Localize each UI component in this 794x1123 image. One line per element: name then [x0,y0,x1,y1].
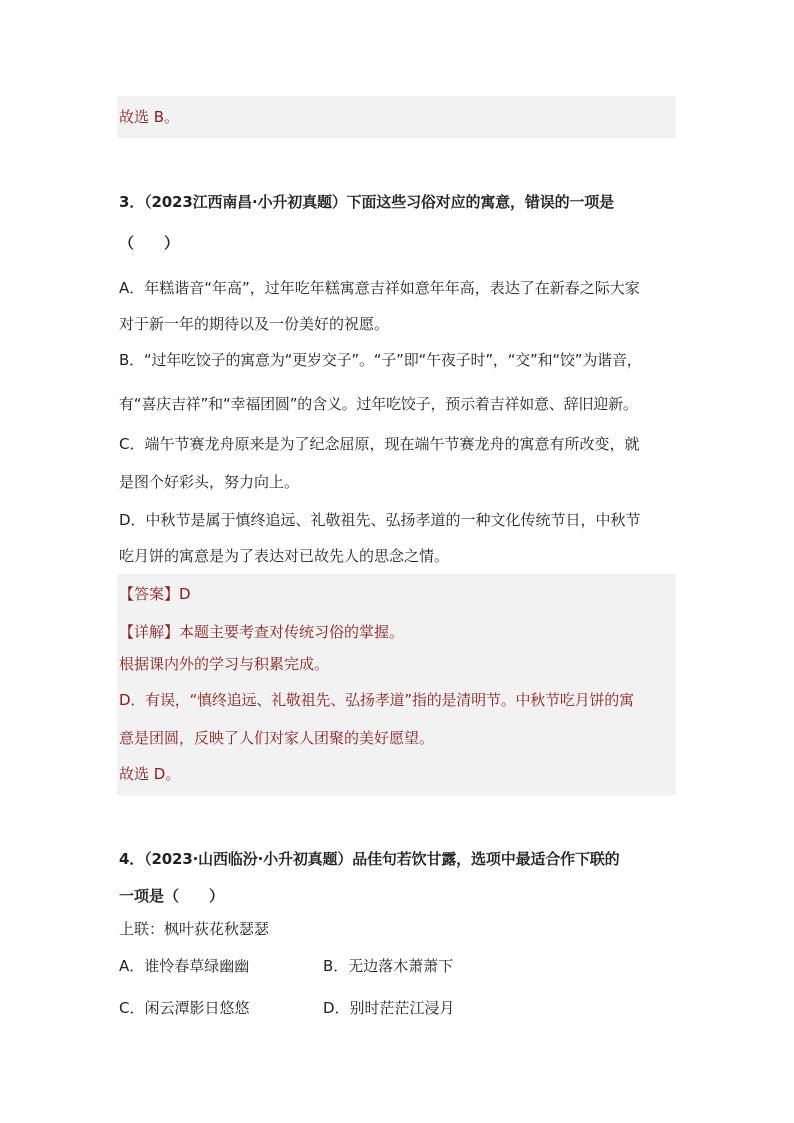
q4-option-c: C．闲云潭影日悠悠 [119,999,250,1017]
q4-stem-line1: 4．（2023·山西临汾·小升初真题）品佳句若饮甘露，选项中最适合作下联的 [119,850,620,868]
q4-stem-line2: 一项是（ ） [119,887,225,905]
q3-detail-line2: 根据课内外的学习与积累完成。 [119,655,330,673]
q3-option-b-line1: B．“过年吃饺子的寓意为“更岁交子”。“子”即“午夜子时”，“交”和“饺”为谐音， [119,351,642,369]
q4-option-d: D．别时茫茫江浸月 [323,999,455,1017]
q3-stem-line1: 3．（2023江西南昌·小升初真题）下面这些习俗对应的寓意，错误的一项是 [119,193,614,211]
prev-answer-conclusion: 故选 B。 [119,108,180,126]
q3-answer-line [119,584,191,604]
q3-answer-conclusion: 故选 D。 [119,765,181,783]
answer-value: D [179,585,191,603]
q3-detail-line3: D．有误，“慎终追远、礼敬祖先、弘扬孝道”指的是清明节。中秋节吃月饼的寓 [119,691,634,709]
q3-detail-line4: 意是团圆，反映了人们对家人团聚的美好愿望。 [119,729,435,747]
q3-option-d-line2: 吃月饼的寓意是为了表达对已故先人的思念之情。 [119,547,450,565]
q3-option-b-line2: 有“喜庆吉祥”和“幸福团圆”的含义。过年吃饺子，预示着吉祥如意、辞旧迎新。 [119,395,638,413]
q4-option-b: B．无边落木萧萧下 [323,957,454,975]
detail-label: 【详解】 [119,623,180,641]
q3-option-c-line1: C．端午节赛龙舟原来是为了纪念屈原，现在端午节赛龙舟的寓意有所改变，就 [119,435,640,453]
q3-answer-box [117,574,676,795]
q4-upper-couplet: 上联：枫叶荻花秋瑟瑟 [119,920,270,938]
q4-option-a: A．谁怜春草绿幽幽 [119,957,250,975]
q3-detail-line [119,622,404,642]
answer-label: 【答案】 [119,585,180,603]
q3-stem-line2: （ ） [119,234,180,252]
q3-option-a-line2: 对于新一年的期待以及一份美好的祝愿。 [119,315,390,333]
q3-option-c-line2: 是图个好彩头，努力向上。 [119,473,300,491]
q3-option-a-line1: A．年糕谐音“年高”，过年吃年糕寓意吉祥如意年年高，表达了在新春之际大家 [119,279,640,297]
detail-text: 本题主要考查对传统习俗的掌握。 [179,623,405,641]
q3-option-d-line1: D．中秋节是属于慎终追远、礼敬祖先、弘扬孝道的一种文化传统节日，中秋节 [119,511,641,529]
prev-answer-box [117,96,676,138]
